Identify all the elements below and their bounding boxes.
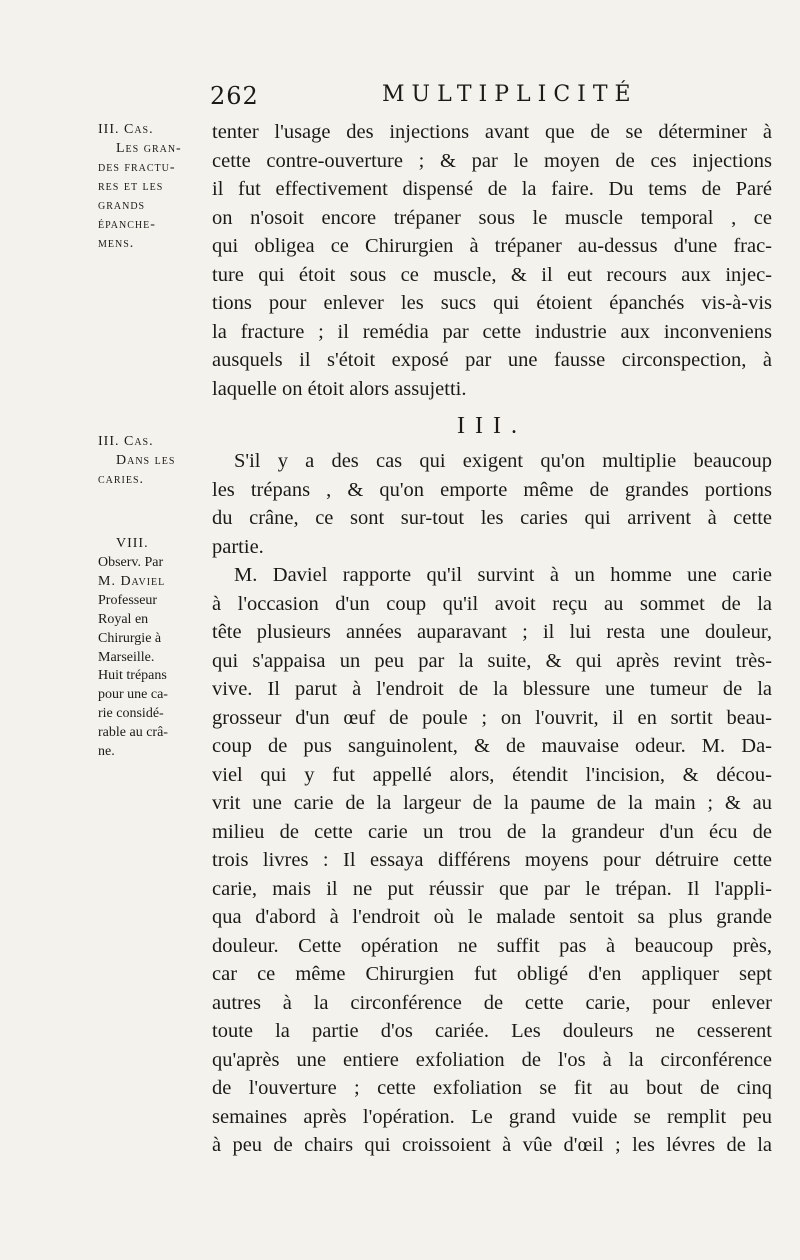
text-line: on n'osoit encore trépaner sous le muscle temporal , ce <box>212 206 772 229</box>
text-line: semaines après l'opération. Le grand vuide se remplit peu <box>212 1105 772 1128</box>
text-line: partie. <box>212 535 264 558</box>
margin-note-line: mens. <box>98 236 135 251</box>
text-line: à peu de chairs qui croissoient à vûe d'œil ; les lévres de la <box>212 1134 772 1156</box>
page-number: 262 <box>210 82 259 110</box>
text-line: grosseur d'un œuf de poule ; on l'ouvrit, il en sortit beau- <box>212 706 772 729</box>
paragraph-caries <box>212 447 772 561</box>
margin-note-line: caries. <box>98 472 145 487</box>
text-line: du crâne, ce sont sur-tout les caries qui arrivent à cette <box>212 507 772 529</box>
margin-note-line: III. Cas. <box>98 434 154 449</box>
text-line: tenter l'usage des injections avant que de se déterminer à <box>212 121 772 143</box>
text-line: laquelle on étoit alors assujetti. <box>212 377 467 400</box>
margin-note-line: pour une ca- <box>98 687 168 702</box>
text-line: vrit une carie de la largeur de la paume de la main ; & au <box>212 792 772 814</box>
margin-note-line: Professeur <box>98 593 158 608</box>
text-line: cette contre-ouverture ; & par le moyen de ces injections <box>212 149 772 172</box>
margin-note-line: rable au crâ- <box>98 725 168 740</box>
margin-note-line: des fractu- <box>98 160 176 175</box>
margin-note-line: Dans les <box>116 453 176 468</box>
text-line: S'il y a des cas qui exigent qu'on multiplie beaucoup <box>234 450 772 472</box>
margin-note-line: M. Daviel <box>98 574 166 589</box>
text-line: douleur. Cette opération ne suffit pas à beaucoup près, <box>212 934 772 957</box>
text-line: trois livres : Il essaya différens moyens pour détruire cette <box>212 849 772 871</box>
text-line: les trépans , & qu'on emporte même de grandes portions <box>212 478 772 501</box>
text-line: de l'ouverture ; cette exfoliation se fit au bout de cinq <box>212 1077 772 1099</box>
text-line: tions pour enlever les sucs qui étoient épanchés vis-à-vis <box>212 292 772 314</box>
text-line: car ce même Chirurgien fut obligé d'en appliquer sept <box>212 963 772 985</box>
text-line: à l'occasion d'un coup qu'il avoit reçu au sommet de la <box>212 592 772 615</box>
margin-note-line: Chirurgie à <box>98 631 162 646</box>
text-line: qu'après une entiere exfoliation de l'os à la circonférence <box>212 1048 772 1071</box>
text-line: coup de pus sanguinolent, & de mauvaise odeur. M. Da- <box>212 735 772 757</box>
text-line: toute la partie d'os cariée. Les douleurs ne cesserent <box>212 1020 772 1042</box>
paragraph-daviel <box>212 561 772 1160</box>
text-line: ausquels il s'étoit exposé par une fausse circonspection, à <box>212 349 772 371</box>
text-line: tête plusieurs années auparavant ; il lui resta une douleur, <box>212 621 772 643</box>
text-line: vive. Il parut à l'endroit de la blessure une tumeur de la <box>212 678 772 700</box>
page-header <box>210 82 780 112</box>
margin-note-line: III. Cas. <box>98 122 154 137</box>
margin-note-line: Marseille. <box>98 650 155 665</box>
text-line: qui s'appaisa un peu par la suite, & qui après revint très- <box>212 649 772 672</box>
margin-note-eight-trepans <box>98 666 210 761</box>
margin-note-fractures <box>98 120 210 253</box>
text-line: autres à la circonférence de cette carie, pour enlever <box>212 991 772 1014</box>
text-line: milieu de cette carie un trou de la grandeur d'un écu de <box>212 820 772 843</box>
section-heading: III. <box>457 413 527 439</box>
margin-note-line: épanche- <box>98 217 156 232</box>
margin-note-line: Observ. Par <box>98 555 164 570</box>
margin-note-caries <box>98 432 210 489</box>
text-line: qua d'abord à l'endroit où le malade sentoit sa plus grande <box>212 906 772 928</box>
margin-note-line: res et les <box>98 179 164 194</box>
paragraph-injections <box>212 118 772 403</box>
margin-note-line: VIII. <box>116 536 149 551</box>
running-title: MULTIPLICITÉ <box>382 82 638 107</box>
margin-note-line: ne. <box>98 744 115 759</box>
text-line: M. Daviel rapporte qu'il survint à un homme une carie <box>234 564 772 586</box>
text-line: qui obligea ce Chirurgien à trépaner au-dessus d'une frac- <box>212 235 772 257</box>
text-line: ture qui étoit sous ce muscle, & il eut recours aux injec- <box>212 263 772 286</box>
margin-note-line: grands <box>98 198 146 213</box>
text-line: viel qui y fut appellé alors, étendit l'incision, & décou- <box>212 763 772 786</box>
margin-note-line: Huit trépans <box>98 668 167 683</box>
text-line: carie, mais il ne put réussir que par le trépan. Il l'appli- <box>212 877 772 900</box>
margin-note-line: Les gran- <box>116 141 182 156</box>
margin-note-line: Royal en <box>98 612 149 627</box>
main-text <box>212 118 772 1160</box>
margin-note-line: rie considé- <box>98 706 164 721</box>
text-line: il fut effectivement dispensé de la faire. Du tems de Paré <box>212 178 772 200</box>
margin-note-observation <box>98 534 210 667</box>
text-line: la fracture ; il remédia par cette industrie aux inconveniens <box>212 320 772 343</box>
